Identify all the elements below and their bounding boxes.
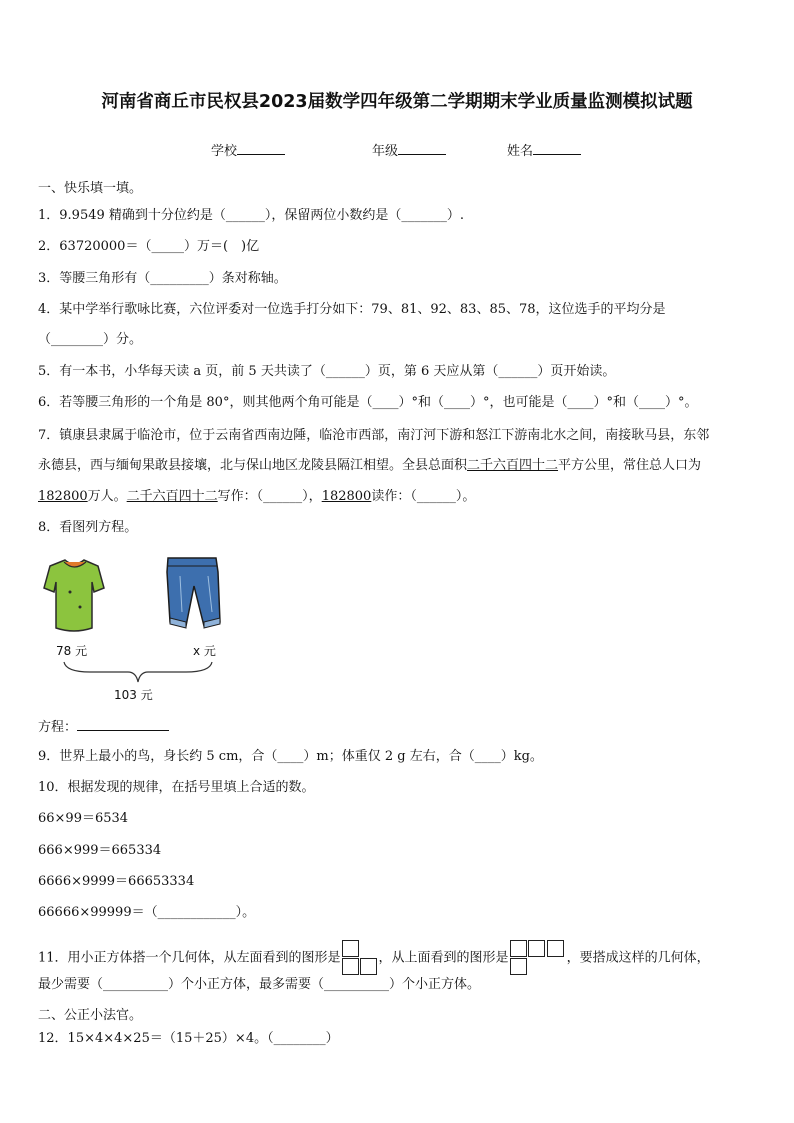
name-blank[interactable]: [533, 142, 581, 155]
equation-line-1: 66×99＝6534: [38, 811, 129, 826]
underlined-number: 二千六百四十二: [467, 458, 559, 473]
name-label: 姓名: [507, 144, 534, 159]
jeans-icon: [167, 558, 220, 628]
text-span: 读作：（______）。: [371, 489, 476, 504]
equation-field: [38, 716, 169, 737]
shirt-icon: [44, 560, 104, 631]
question-4-line2: （________）分。: [38, 332, 143, 347]
grid-cell: [360, 958, 377, 975]
grade-label: 年级: [372, 144, 399, 159]
name-field: [507, 140, 581, 159]
clothing-figure: [40, 552, 240, 642]
page-title: 河南省商丘市民权县2023届数学四年级第二学期期末学业质量监测模拟试题: [101, 92, 693, 112]
shirt-price: 78 元: [56, 644, 88, 658]
equation-line-3: 6666×9999＝66653334: [38, 874, 195, 889]
text-span: 万人。: [87, 489, 127, 504]
question-4-line1: 4．某中学举行歌咏比赛，六位评委对一位选手打分如下：79、81、92、83、85、78，这位选手的平均分是: [38, 302, 666, 317]
school-blank[interactable]: [237, 142, 285, 155]
question-3: 3．等腰三角形有（_________）条对称轴。: [38, 271, 287, 286]
jeans-price: x 元: [193, 644, 216, 658]
equation-line-2: 666×999＝665334: [38, 843, 162, 858]
grade-blank[interactable]: [398, 142, 446, 155]
underlined-number: 二千六百四十二: [126, 489, 218, 504]
school-label: 学校: [211, 144, 238, 159]
section-heading: 一、快乐填一填。: [38, 181, 143, 196]
question-7-line2: [38, 457, 701, 475]
question-8: 8．看图列方程。: [38, 520, 138, 535]
underlined-number: 182800: [321, 489, 372, 504]
question-1: 1．9.9549 精确到十分位约是（______），保留两位小数约是（_______）.: [38, 208, 465, 223]
question-5: 5．有一本书，小华每天读 a 页，前 5 天共读了（______）页，第 6 天应从第（______）页开始读。: [38, 364, 616, 379]
grid-cell: [510, 940, 527, 957]
question-10: 10．根据发现的规律，在括号里填上合适的数。: [38, 780, 315, 795]
grid-cell: [547, 940, 564, 957]
text-span: 永德县，西与缅甸果敢县接壤，北与保山地区龙陵县隔江相望。全县总面积: [38, 458, 468, 473]
question-9: 9．世界上最小的鸟，身长约 5 cm，合（____）m；体重仅 2 g 左右，合（____）kg。: [38, 749, 543, 764]
equation-blank[interactable]: [77, 716, 169, 731]
text-span: 平方公里，常住总人口为: [558, 458, 702, 473]
question-2: 2．63720000＝（_____）万＝( )亿: [38, 239, 260, 254]
brace-icon: [60, 660, 220, 688]
question-11-line2: 最少需要（__________）个小正方体，最多需要（__________）个小正方体。: [38, 977, 481, 992]
grid-cell: [528, 940, 545, 957]
equation-line-4: 66666×99999＝（____________）。: [38, 905, 256, 920]
question-7-line3: [38, 488, 475, 506]
text-span: 11．用小正方体搭一个几何体，从左面看到的图形是: [38, 950, 341, 966]
question-12: 12．15×4×4×25＝（15＋25）×4。（________）: [38, 1031, 339, 1046]
grid-cell: [510, 958, 527, 975]
section-heading: 二、公正小法官。: [38, 1008, 143, 1023]
underlined-number: 182800: [38, 489, 88, 504]
total-price: 103 元: [114, 688, 153, 702]
text-span: ，要搭成这样的几何体，: [566, 950, 710, 966]
text-span: 写作：（______），: [217, 489, 322, 504]
equation-label: 方程：: [38, 720, 78, 735]
grade-field: [372, 140, 446, 159]
text-span: ，从上面看到的图形是: [378, 950, 509, 966]
school-field: [211, 140, 285, 159]
question-6: 6．若等腰三角形的一个角是 80°，则其他两个角可能是（____）°和（____）°，也可能是（____）°和（____）°。: [38, 395, 698, 410]
grid-cell: [342, 958, 359, 975]
question-11-line1: [38, 940, 710, 976]
left-view-grid: [342, 940, 378, 976]
top-view-grid: [510, 940, 566, 976]
grid-cell: [342, 940, 359, 957]
question-7-line1: 7．镇康县隶属于临沧市，位于云南省西南边陲，临沧市西部，南汀河下游和怒江下游南北水之间，南接耿马县，东邻: [38, 428, 710, 443]
